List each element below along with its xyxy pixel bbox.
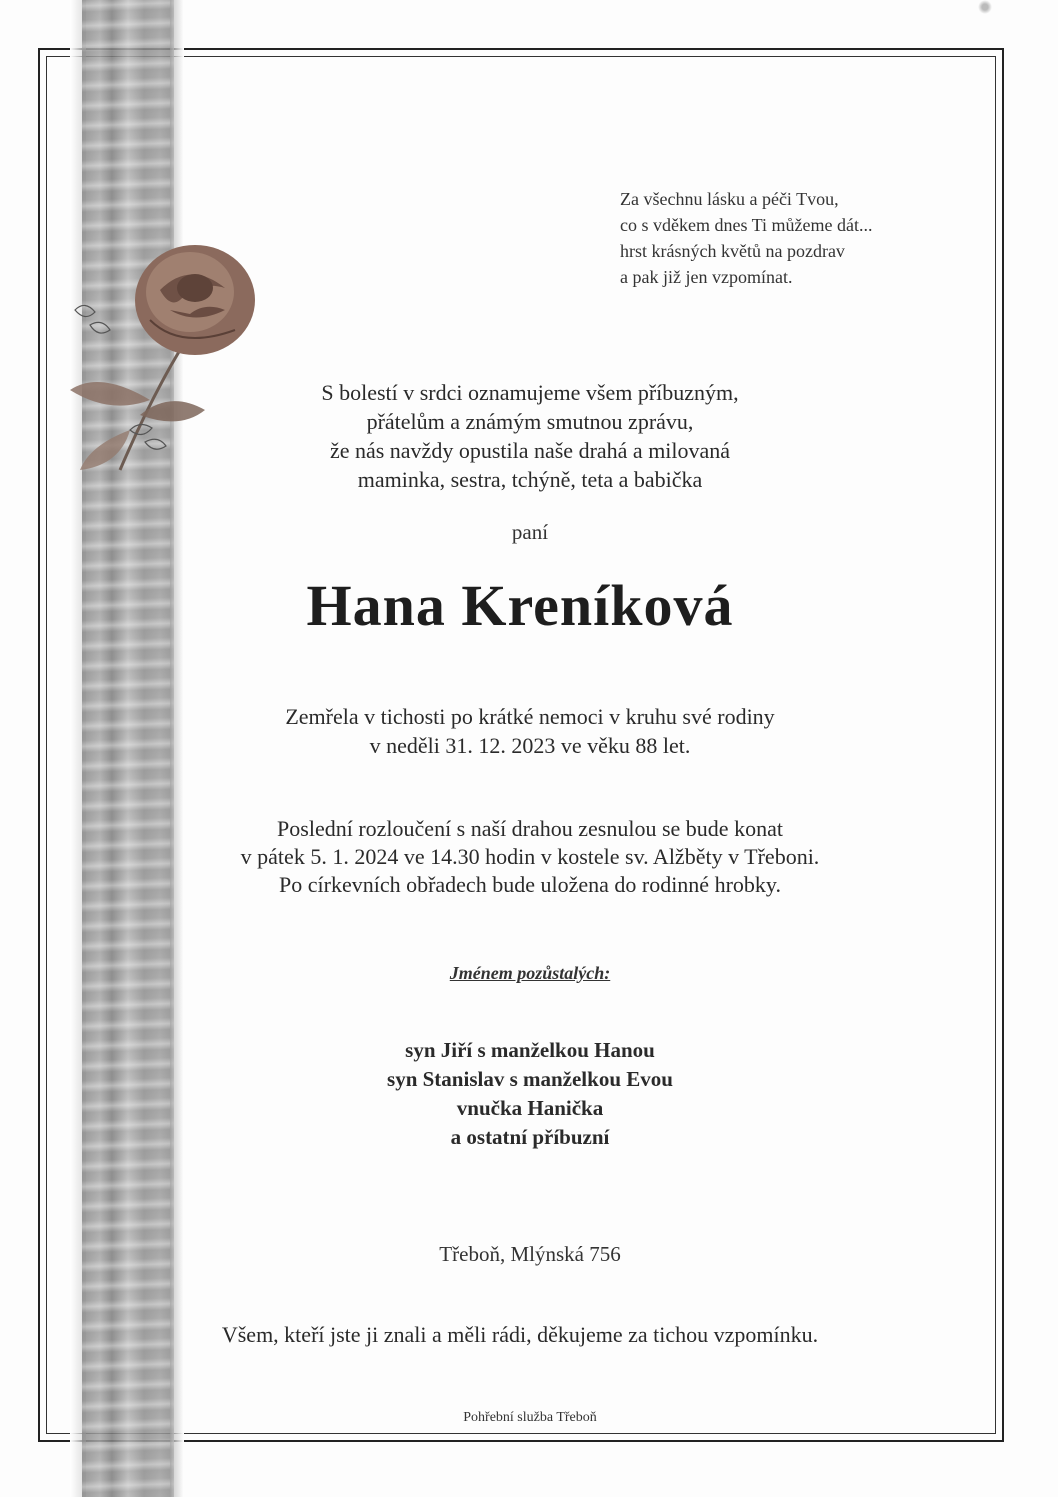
- farewell-line: Po církevních obřadech bude uložena do rodinné hrobky.: [279, 872, 781, 897]
- announcement-line: maminka, sestra, tchýně, teta a babička: [357, 467, 703, 492]
- family-list: [180, 1036, 880, 1152]
- announcement-line: přátelům a známým smutnou zprávu,: [366, 409, 694, 434]
- farewell-details: [160, 815, 900, 899]
- farewell-line: v pátek 5. 1. 2024 ve 14.30 hodin v kostele sv. Alžběty v Třeboni.: [240, 844, 820, 869]
- scan-artifact: [978, 0, 992, 14]
- poem-line: hrst krásných květů na pozdrav: [620, 241, 845, 261]
- announcement-line: S bolestí v srdci oznamujeme všem příbuzným,: [321, 380, 739, 405]
- marble-ribbon-strip: [82, 0, 174, 1497]
- death-details: [180, 702, 880, 760]
- announcement-paragraph: [180, 378, 880, 494]
- address: Třeboň, Mlýnská 756: [439, 1242, 621, 1266]
- farewell-line: Poslední rozloučení s naší drahou zesnulou se bude konat: [277, 816, 783, 841]
- death-line: Zemřela v tichosti po krátké nemoci v kruhu své rodiny: [285, 704, 775, 729]
- death-line: v neděli 31. 12. 2023 ve věku 88 let.: [369, 733, 691, 758]
- behalf-heading: Jménem pozůstalých:: [449, 963, 611, 983]
- salutation: paní: [511, 520, 549, 544]
- poem-line: co s vděkem dnes Ti můžeme dát...: [620, 215, 873, 235]
- family-member: syn Jiří s manželkou Hanou: [405, 1038, 655, 1062]
- poem-line: Za všechnu lásku a péči Tvou,: [620, 189, 839, 209]
- poem-line: a pak již jen vzpomínat.: [620, 267, 793, 287]
- family-member: syn Stanislav s manželkou Evou: [387, 1067, 673, 1091]
- family-member: a ostatní příbuzní: [450, 1125, 610, 1149]
- thanks-note: Všem, kteří jste ji znali a měli rádi, děkujeme za tichou vzpomínku.: [221, 1322, 819, 1347]
- funeral-service-footer: Pohřební služba Třeboň: [463, 1410, 597, 1425]
- deceased-name: Hana Kreníková: [306, 573, 734, 638]
- poem-verse: [620, 186, 980, 290]
- announcement-line: že nás navždy opustila naše drahá a milovaná: [329, 438, 731, 463]
- family-member: vnučka Hanička: [456, 1096, 604, 1120]
